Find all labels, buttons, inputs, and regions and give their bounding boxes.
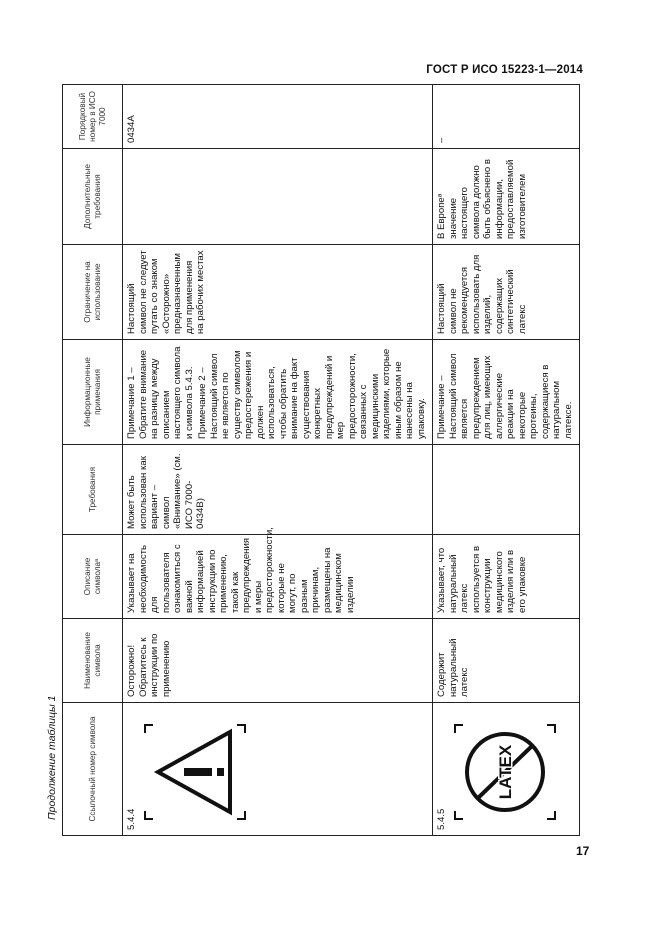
- symbol-description: Указывает, что натуральный латекс используется в конструкции медицинского изделия или в его упаковке: [433, 535, 580, 619]
- symbol-notes: [123, 340, 433, 445]
- note-1: Примечание – Настоящий символ является предупреждением для лиц, имеющих аллергические реакции на некоторые протеины, содержащиеся в натуральном латексе.: [436, 353, 574, 439]
- symbol-notes: [433, 340, 580, 445]
- symbols-table: [62, 85, 574, 836]
- standard-header: ГОСТ Р ИСО 15223-1—2014: [426, 64, 583, 76]
- symbol-requirements: Может быть использован как вариант – символ «Внимание» (см. ИСО 7000-0434В): [123, 445, 433, 535]
- symbol-description: Указывает на необходимость для пользователя ознакомиться с важной информацией инструкции по применению, такой как предупреждения и меры предосторожности, которые не могут, по разным причинам, размещены на медицинском изделии: [123, 535, 433, 619]
- col-header-requirements: Требования: [63, 445, 123, 535]
- symbol-name: Осторожно! Обратитесь к инструкции по применению: [123, 619, 433, 703]
- latex-circle-icon: [454, 724, 556, 820]
- col-header-restriction: Ограничение на использование: [63, 245, 123, 340]
- col-header-description: Описание символаᵃ: [63, 535, 123, 619]
- col-header-additional: Дополнительные требования: [63, 149, 123, 245]
- table-row: [433, 85, 580, 836]
- symbol-restriction: Настоящий символ не следует путать со знаком «Осторожно» предназначенным для применения на рабочих местах: [123, 245, 433, 340]
- symbol-additional: [123, 149, 433, 245]
- symbol-additional: В Европеᵃ значение настоящего символа должно быть объяснено в информации, предоставляемой изготовителем: [433, 149, 580, 245]
- col-header-notes: Информационные примечания: [63, 340, 123, 445]
- symbol-requirements: [433, 445, 580, 535]
- col-header-name: Наименование символа: [63, 619, 123, 703]
- note-1: Примечание 1 – Обратите внимание на разницу между описанием настоящего символа и символа 5.4.3.: [126, 346, 195, 439]
- symbol-name: Содержит натуральный латекс: [433, 619, 580, 703]
- note-2: Примечание 2 – Настоящий символ не является по существу символом предостережения и должен использоваться, чтобы обратить внимание на факт существования конкретных предупреждений и мер предосторожности, связанных с медицинскими изделиями, которые иным образом не нанесены на упаковку.: [197, 348, 427, 439]
- iso-number: –: [433, 85, 580, 149]
- symbol-ref: 5.4.4: [126, 808, 137, 830]
- symbol-cell: [433, 703, 580, 836]
- col-header-iso-number: Порядковый номер в ИСО 7000: [63, 85, 123, 149]
- symbol-cell: [123, 703, 433, 836]
- page-number: 17: [576, 844, 590, 858]
- col-header-ref: Ссылочный номер символа: [63, 703, 123, 836]
- latex-label: LATEX: [495, 744, 515, 800]
- warning-triangle-icon: [144, 724, 246, 820]
- table-caption: Продолжение таблицы 1: [46, 695, 58, 820]
- symbol-restriction: Настоящий символ не рекомендуется использовать для изделий, содержащих синтетический латекс: [433, 245, 580, 340]
- symbol-ref: 5.4.5: [436, 808, 447, 830]
- table-row: [123, 85, 433, 836]
- iso-number: 0434А: [123, 85, 433, 149]
